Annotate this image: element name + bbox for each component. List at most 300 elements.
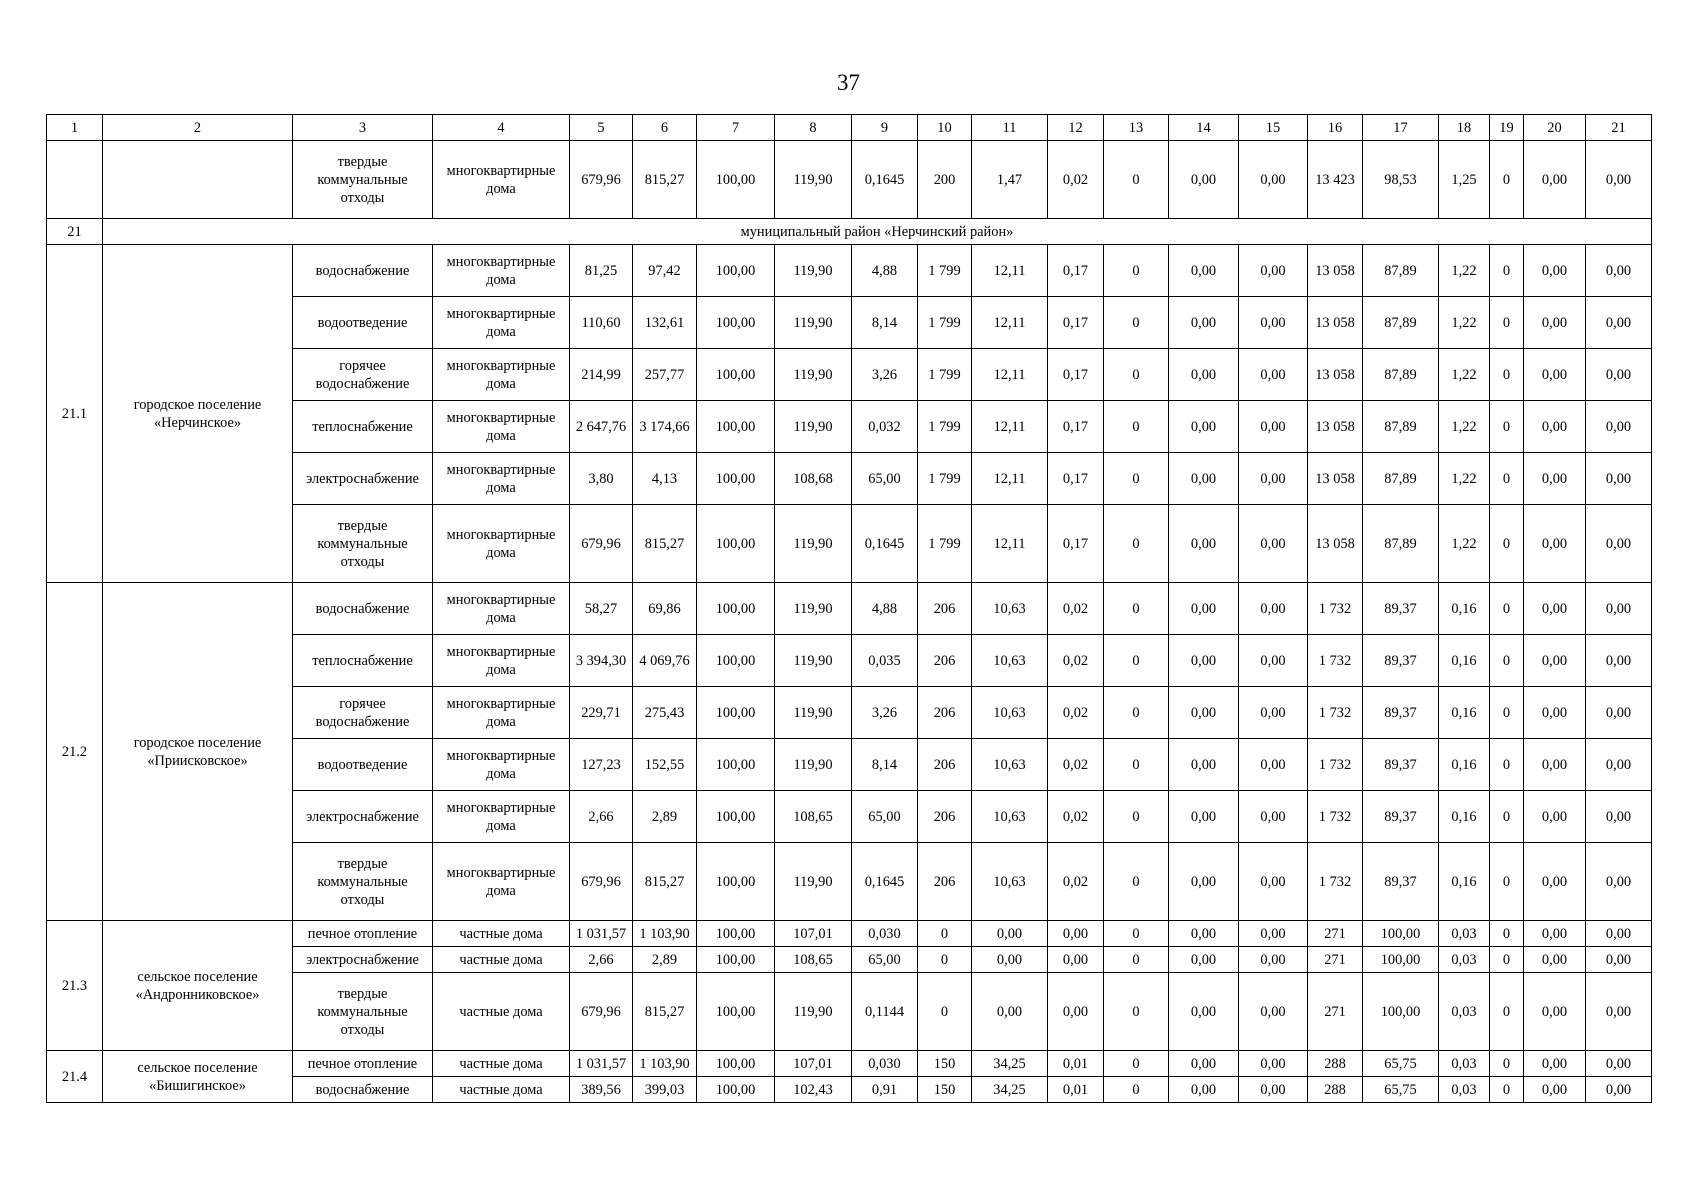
value-cell-col-8: 108,65 [775, 947, 852, 973]
value-cell-col-13: 0 [1104, 1077, 1169, 1103]
value-cell-col-19: 0 [1490, 583, 1524, 635]
service-cell: твердые коммунальные отходы [293, 843, 433, 921]
value-cell-col-19: 0 [1490, 297, 1524, 349]
value-cell-col-11: 12,11 [972, 349, 1048, 401]
value-cell-col-6: 4,13 [633, 453, 697, 505]
value-cell-col-10: 206 [918, 687, 972, 739]
value-cell-col-12: 0,02 [1048, 141, 1104, 219]
settlement-name: сельское поселение «Бишигинское» [103, 1051, 293, 1103]
column-number-header: 5 [570, 115, 633, 141]
value-cell-col-21: 0,00 [1586, 401, 1652, 453]
value-cell-col-12: 0,02 [1048, 583, 1104, 635]
value-cell-col-19: 0 [1490, 1077, 1524, 1103]
value-cell-col-10: 1 799 [918, 401, 972, 453]
value-cell-col-11: 10,63 [972, 687, 1048, 739]
value-cell-col-12: 0,01 [1048, 1077, 1104, 1103]
value-cell-col-11: 10,63 [972, 635, 1048, 687]
value-cell-col-18: 0,03 [1439, 973, 1490, 1051]
value-cell-col-19: 0 [1490, 843, 1524, 921]
value-cell-col-14: 0,00 [1169, 739, 1239, 791]
value-cell-col-9: 0,035 [852, 635, 918, 687]
value-cell-col-18: 1,22 [1439, 297, 1490, 349]
value-cell-col-5: 214,99 [570, 349, 633, 401]
value-cell-col-19: 0 [1490, 1051, 1524, 1077]
value-cell-col-8: 102,43 [775, 1077, 852, 1103]
value-cell-col-19: 0 [1490, 141, 1524, 219]
column-number-header: 8 [775, 115, 852, 141]
column-number-header: 18 [1439, 115, 1490, 141]
value-cell-col-13: 0 [1104, 505, 1169, 583]
value-cell-col-14: 0,00 [1169, 843, 1239, 921]
value-cell-col-13: 0 [1104, 297, 1169, 349]
value-cell-col-20: 0,00 [1524, 349, 1586, 401]
value-cell-col-6: 815,27 [633, 505, 697, 583]
value-cell-col-10: 150 [918, 1051, 972, 1077]
value-cell-col-17: 65,75 [1363, 1077, 1439, 1103]
value-cell-col-9: 4,88 [852, 583, 918, 635]
value-cell-col-9: 65,00 [852, 947, 918, 973]
value-cell-col-16: 1 732 [1308, 635, 1363, 687]
value-cell-col-11: 12,11 [972, 245, 1048, 297]
value-cell-col-20: 0,00 [1524, 583, 1586, 635]
value-cell-col-17: 65,75 [1363, 1051, 1439, 1077]
value-cell-col-14: 0,00 [1169, 453, 1239, 505]
value-cell-col-18: 0,16 [1439, 583, 1490, 635]
value-cell-col-21: 0,00 [1586, 947, 1652, 973]
value-cell-col-20: 0,00 [1524, 297, 1586, 349]
value-cell-col-15: 0,00 [1239, 1077, 1308, 1103]
value-cell-col-6: 257,77 [633, 349, 697, 401]
value-cell-col-16: 271 [1308, 973, 1363, 1051]
value-cell-col-6: 152,55 [633, 739, 697, 791]
value-cell-col-19: 0 [1490, 687, 1524, 739]
value-cell-col-9: 0,1645 [852, 505, 918, 583]
column-number-header: 19 [1490, 115, 1524, 141]
value-cell-col-21: 0,00 [1586, 453, 1652, 505]
value-cell-col-18: 0,03 [1439, 921, 1490, 947]
value-cell-col-10: 0 [918, 947, 972, 973]
value-cell-col-13: 0 [1104, 401, 1169, 453]
value-cell-col-14: 0,00 [1169, 687, 1239, 739]
value-cell-col-9: 8,14 [852, 297, 918, 349]
value-cell-col-19: 0 [1490, 921, 1524, 947]
service-cell: твердые коммунальные отходы [293, 141, 433, 219]
value-cell-col-8: 119,90 [775, 583, 852, 635]
value-cell-col-5: 389,56 [570, 1077, 633, 1103]
value-cell-col-6: 132,61 [633, 297, 697, 349]
value-cell-col-20: 0,00 [1524, 635, 1586, 687]
value-cell-col-16: 13 058 [1308, 297, 1363, 349]
value-cell-col-10: 1 799 [918, 349, 972, 401]
value-cell-col-11: 1,47 [972, 141, 1048, 219]
value-cell-col-10: 0 [918, 973, 972, 1051]
value-cell-col-7: 100,00 [697, 453, 775, 505]
empty-number-cell [47, 141, 103, 219]
table-row [47, 1051, 1652, 1077]
value-cell-col-15: 0,00 [1239, 1051, 1308, 1077]
value-cell-col-14: 0,00 [1169, 297, 1239, 349]
value-cell-col-18: 0,16 [1439, 791, 1490, 843]
value-cell-col-10: 206 [918, 583, 972, 635]
value-cell-col-6: 1 103,90 [633, 921, 697, 947]
value-cell-col-21: 0,00 [1586, 687, 1652, 739]
housing-type-cell: частные дома [433, 1077, 570, 1103]
value-cell-col-14: 0,00 [1169, 1051, 1239, 1077]
value-cell-col-19: 0 [1490, 453, 1524, 505]
value-cell-col-6: 1 103,90 [633, 1051, 697, 1077]
value-cell-col-13: 0 [1104, 349, 1169, 401]
value-cell-col-20: 0,00 [1524, 1077, 1586, 1103]
value-cell-col-15: 0,00 [1239, 401, 1308, 453]
value-cell-col-6: 2,89 [633, 947, 697, 973]
value-cell-col-21: 0,00 [1586, 245, 1652, 297]
value-cell-col-10: 206 [918, 635, 972, 687]
service-cell: водоснабжение [293, 245, 433, 297]
value-cell-col-20: 0,00 [1524, 947, 1586, 973]
value-cell-col-8: 119,90 [775, 401, 852, 453]
value-cell-col-15: 0,00 [1239, 791, 1308, 843]
value-cell-col-13: 0 [1104, 973, 1169, 1051]
value-cell-col-17: 87,89 [1363, 401, 1439, 453]
value-cell-col-18: 1,25 [1439, 141, 1490, 219]
value-cell-col-5: 3 394,30 [570, 635, 633, 687]
value-cell-col-17: 87,89 [1363, 453, 1439, 505]
value-cell-col-20: 0,00 [1524, 505, 1586, 583]
value-cell-col-5: 679,96 [570, 843, 633, 921]
value-cell-col-14: 0,00 [1169, 921, 1239, 947]
column-number-header: 6 [633, 115, 697, 141]
value-cell-col-12: 0,17 [1048, 505, 1104, 583]
value-cell-col-10: 1 799 [918, 453, 972, 505]
value-cell-col-17: 89,37 [1363, 583, 1439, 635]
value-cell-col-11: 12,11 [972, 401, 1048, 453]
value-cell-col-6: 275,43 [633, 687, 697, 739]
value-cell-col-17: 87,89 [1363, 505, 1439, 583]
housing-type-cell: многоквартирные дома [433, 687, 570, 739]
value-cell-col-11: 34,25 [972, 1077, 1048, 1103]
value-cell-col-15: 0,00 [1239, 141, 1308, 219]
value-cell-col-5: 2,66 [570, 947, 633, 973]
tariff-table [46, 114, 1652, 1103]
column-number-header: 21 [1586, 115, 1652, 141]
district-row [47, 219, 1652, 245]
column-number-header: 7 [697, 115, 775, 141]
settlement-number: 21.1 [47, 245, 103, 583]
value-cell-col-20: 0,00 [1524, 401, 1586, 453]
value-cell-col-14: 0,00 [1169, 791, 1239, 843]
value-cell-col-9: 0,1645 [852, 843, 918, 921]
column-number-header: 12 [1048, 115, 1104, 141]
value-cell-col-21: 0,00 [1586, 635, 1652, 687]
value-cell-col-7: 100,00 [697, 921, 775, 947]
housing-type-cell: частные дома [433, 1051, 570, 1077]
value-cell-col-14: 0,00 [1169, 141, 1239, 219]
value-cell-col-7: 100,00 [697, 791, 775, 843]
value-cell-col-17: 89,37 [1363, 739, 1439, 791]
value-cell-col-21: 0,00 [1586, 973, 1652, 1051]
value-cell-col-7: 100,00 [697, 947, 775, 973]
value-cell-col-17: 100,00 [1363, 947, 1439, 973]
value-cell-col-12: 0,01 [1048, 1051, 1104, 1077]
service-cell: теплоснабжение [293, 635, 433, 687]
value-cell-col-13: 0 [1104, 687, 1169, 739]
value-cell-col-14: 0,00 [1169, 401, 1239, 453]
district-number: 21 [47, 219, 103, 245]
value-cell-col-8: 107,01 [775, 921, 852, 947]
value-cell-col-11: 12,11 [972, 297, 1048, 349]
value-cell-col-15: 0,00 [1239, 583, 1308, 635]
value-cell-col-8: 119,90 [775, 687, 852, 739]
value-cell-col-7: 100,00 [697, 141, 775, 219]
value-cell-col-10: 206 [918, 739, 972, 791]
housing-type-cell: многоквартирные дома [433, 505, 570, 583]
service-cell: электроснабжение [293, 791, 433, 843]
value-cell-col-10: 206 [918, 843, 972, 921]
service-cell: горячее водоснабжение [293, 349, 433, 401]
value-cell-col-20: 0,00 [1524, 141, 1586, 219]
value-cell-col-12: 0,00 [1048, 973, 1104, 1051]
value-cell-col-14: 0,00 [1169, 245, 1239, 297]
value-cell-col-18: 0,16 [1439, 739, 1490, 791]
value-cell-col-18: 0,03 [1439, 1051, 1490, 1077]
value-cell-col-21: 0,00 [1586, 739, 1652, 791]
table-row [47, 245, 1652, 297]
value-cell-col-18: 1,22 [1439, 453, 1490, 505]
value-cell-col-12: 0,02 [1048, 791, 1104, 843]
value-cell-col-13: 0 [1104, 141, 1169, 219]
column-number-header: 11 [972, 115, 1048, 141]
value-cell-col-5: 1 031,57 [570, 921, 633, 947]
value-cell-col-8: 107,01 [775, 1051, 852, 1077]
value-cell-col-12: 0,02 [1048, 687, 1104, 739]
value-cell-col-11: 0,00 [972, 973, 1048, 1051]
value-cell-col-7: 100,00 [697, 973, 775, 1051]
value-cell-col-20: 0,00 [1524, 453, 1586, 505]
value-cell-col-20: 0,00 [1524, 739, 1586, 791]
column-number-header: 16 [1308, 115, 1363, 141]
value-cell-col-12: 0,00 [1048, 947, 1104, 973]
value-cell-col-12: 0,02 [1048, 739, 1104, 791]
value-cell-col-19: 0 [1490, 739, 1524, 791]
value-cell-col-11: 12,11 [972, 505, 1048, 583]
value-cell-col-9: 0,1645 [852, 141, 918, 219]
value-cell-col-5: 679,96 [570, 141, 633, 219]
value-cell-col-8: 119,90 [775, 635, 852, 687]
service-cell: твердые коммунальные отходы [293, 973, 433, 1051]
value-cell-col-16: 13 423 [1308, 141, 1363, 219]
value-cell-col-17: 89,37 [1363, 687, 1439, 739]
value-cell-col-18: 1,22 [1439, 505, 1490, 583]
value-cell-col-14: 0,00 [1169, 505, 1239, 583]
settlement-name: городское поселение «Нерчинское» [103, 245, 293, 583]
table-row [47, 921, 1652, 947]
value-cell-col-15: 0,00 [1239, 973, 1308, 1051]
value-cell-col-10: 150 [918, 1077, 972, 1103]
value-cell-col-11: 12,11 [972, 453, 1048, 505]
value-cell-col-7: 100,00 [697, 505, 775, 583]
value-cell-col-6: 3 174,66 [633, 401, 697, 453]
column-number-header: 13 [1104, 115, 1169, 141]
value-cell-col-5: 58,27 [570, 583, 633, 635]
value-cell-col-7: 100,00 [697, 635, 775, 687]
column-number-header: 20 [1524, 115, 1586, 141]
housing-type-cell: многоквартирные дома [433, 583, 570, 635]
value-cell-col-21: 0,00 [1586, 791, 1652, 843]
value-cell-col-13: 0 [1104, 947, 1169, 973]
value-cell-col-19: 0 [1490, 349, 1524, 401]
value-cell-col-20: 0,00 [1524, 921, 1586, 947]
value-cell-col-20: 0,00 [1524, 245, 1586, 297]
column-number-header: 10 [918, 115, 972, 141]
service-cell: водоснабжение [293, 583, 433, 635]
value-cell-col-8: 108,65 [775, 791, 852, 843]
value-cell-col-11: 34,25 [972, 1051, 1048, 1077]
service-cell: водоотведение [293, 297, 433, 349]
value-cell-col-5: 3,80 [570, 453, 633, 505]
housing-type-cell: многоквартирные дома [433, 791, 570, 843]
housing-type-cell: многоквартирные дома [433, 739, 570, 791]
value-cell-col-20: 0,00 [1524, 687, 1586, 739]
value-cell-col-19: 0 [1490, 791, 1524, 843]
value-cell-col-19: 0 [1490, 635, 1524, 687]
value-cell-col-14: 0,00 [1169, 583, 1239, 635]
housing-type-cell: многоквартирные дома [433, 843, 570, 921]
value-cell-col-5: 679,96 [570, 973, 633, 1051]
value-cell-col-15: 0,00 [1239, 245, 1308, 297]
value-cell-col-14: 0,00 [1169, 947, 1239, 973]
value-cell-col-12: 0,17 [1048, 297, 1104, 349]
value-cell-col-7: 100,00 [697, 349, 775, 401]
value-cell-col-15: 0,00 [1239, 635, 1308, 687]
value-cell-col-21: 0,00 [1586, 505, 1652, 583]
value-cell-col-7: 100,00 [697, 843, 775, 921]
value-cell-col-16: 271 [1308, 921, 1363, 947]
value-cell-col-16: 1 732 [1308, 843, 1363, 921]
value-cell-col-17: 89,37 [1363, 635, 1439, 687]
housing-type-cell: многоквартирные дома [433, 401, 570, 453]
housing-type-cell: частные дома [433, 973, 570, 1051]
value-cell-col-8: 119,90 [775, 349, 852, 401]
value-cell-col-10: 206 [918, 791, 972, 843]
table-row [47, 583, 1652, 635]
housing-type-cell: многоквартирные дома [433, 453, 570, 505]
settlement-name: сельское поселение «Андронниковское» [103, 921, 293, 1051]
district-name: муниципальный район «Нерчинский район» [103, 219, 1652, 245]
value-cell-col-19: 0 [1490, 245, 1524, 297]
value-cell-col-8: 119,90 [775, 739, 852, 791]
value-cell-col-9: 0,032 [852, 401, 918, 453]
value-cell-col-5: 81,25 [570, 245, 633, 297]
value-cell-col-7: 100,00 [697, 739, 775, 791]
service-cell: твердые коммунальные отходы [293, 505, 433, 583]
value-cell-col-6: 2,89 [633, 791, 697, 843]
value-cell-col-15: 0,00 [1239, 687, 1308, 739]
value-cell-col-17: 87,89 [1363, 349, 1439, 401]
value-cell-col-6: 399,03 [633, 1077, 697, 1103]
value-cell-col-21: 0,00 [1586, 297, 1652, 349]
value-cell-col-5: 2,66 [570, 791, 633, 843]
value-cell-col-21: 0,00 [1586, 583, 1652, 635]
value-cell-col-17: 98,53 [1363, 141, 1439, 219]
value-cell-col-6: 69,86 [633, 583, 697, 635]
column-number-header: 9 [852, 115, 918, 141]
value-cell-col-7: 100,00 [697, 297, 775, 349]
value-cell-col-10: 1 799 [918, 245, 972, 297]
value-cell-col-5: 229,71 [570, 687, 633, 739]
value-cell-col-18: 0,03 [1439, 947, 1490, 973]
value-cell-col-16: 1 732 [1308, 583, 1363, 635]
value-cell-col-10: 0 [918, 921, 972, 947]
value-cell-col-14: 0,00 [1169, 635, 1239, 687]
value-cell-col-5: 679,96 [570, 505, 633, 583]
value-cell-col-14: 0,00 [1169, 349, 1239, 401]
value-cell-col-16: 13 058 [1308, 349, 1363, 401]
value-cell-col-15: 0,00 [1239, 505, 1308, 583]
column-number-header: 14 [1169, 115, 1239, 141]
value-cell-col-12: 0,17 [1048, 401, 1104, 453]
value-cell-col-15: 0,00 [1239, 921, 1308, 947]
value-cell-col-19: 0 [1490, 973, 1524, 1051]
value-cell-col-9: 0,91 [852, 1077, 918, 1103]
value-cell-col-18: 0,16 [1439, 687, 1490, 739]
value-cell-col-13: 0 [1104, 921, 1169, 947]
housing-type-cell: многоквартирные дома [433, 245, 570, 297]
value-cell-col-14: 0,00 [1169, 973, 1239, 1051]
value-cell-col-13: 0 [1104, 791, 1169, 843]
value-cell-col-7: 100,00 [697, 687, 775, 739]
value-cell-col-8: 108,68 [775, 453, 852, 505]
value-cell-col-21: 0,00 [1586, 921, 1652, 947]
value-cell-col-16: 288 [1308, 1051, 1363, 1077]
value-cell-col-6: 815,27 [633, 973, 697, 1051]
value-cell-col-9: 0,030 [852, 921, 918, 947]
value-cell-col-12: 0,00 [1048, 921, 1104, 947]
value-cell-col-7: 100,00 [697, 583, 775, 635]
value-cell-col-20: 0,00 [1524, 973, 1586, 1051]
housing-type-cell: частные дома [433, 921, 570, 947]
value-cell-col-16: 271 [1308, 947, 1363, 973]
value-cell-col-19: 0 [1490, 401, 1524, 453]
value-cell-col-15: 0,00 [1239, 297, 1308, 349]
value-cell-col-13: 0 [1104, 583, 1169, 635]
service-cell: теплоснабжение [293, 401, 433, 453]
service-cell: электроснабжение [293, 947, 433, 973]
value-cell-col-11: 0,00 [972, 921, 1048, 947]
value-cell-col-16: 13 058 [1308, 245, 1363, 297]
value-cell-col-13: 0 [1104, 843, 1169, 921]
value-cell-col-9: 0,030 [852, 1051, 918, 1077]
value-cell-col-19: 0 [1490, 505, 1524, 583]
value-cell-col-9: 3,26 [852, 687, 918, 739]
value-cell-col-8: 119,90 [775, 297, 852, 349]
housing-type-cell: многоквартирные дома [433, 349, 570, 401]
value-cell-col-7: 100,00 [697, 245, 775, 297]
value-cell-col-12: 0,17 [1048, 349, 1104, 401]
page-number: 37 [837, 70, 860, 95]
value-cell-col-8: 119,90 [775, 505, 852, 583]
value-cell-col-15: 0,00 [1239, 453, 1308, 505]
value-cell-col-15: 0,00 [1239, 349, 1308, 401]
service-cell: водоснабжение [293, 1077, 433, 1103]
value-cell-col-9: 3,26 [852, 349, 918, 401]
service-cell: печное отопление [293, 1051, 433, 1077]
value-cell-col-13: 0 [1104, 739, 1169, 791]
value-cell-col-19: 0 [1490, 947, 1524, 973]
value-cell-col-13: 0 [1104, 635, 1169, 687]
value-cell-col-21: 0,00 [1586, 843, 1652, 921]
value-cell-col-12: 0,02 [1048, 635, 1104, 687]
empty-settlement-cell [103, 141, 293, 219]
